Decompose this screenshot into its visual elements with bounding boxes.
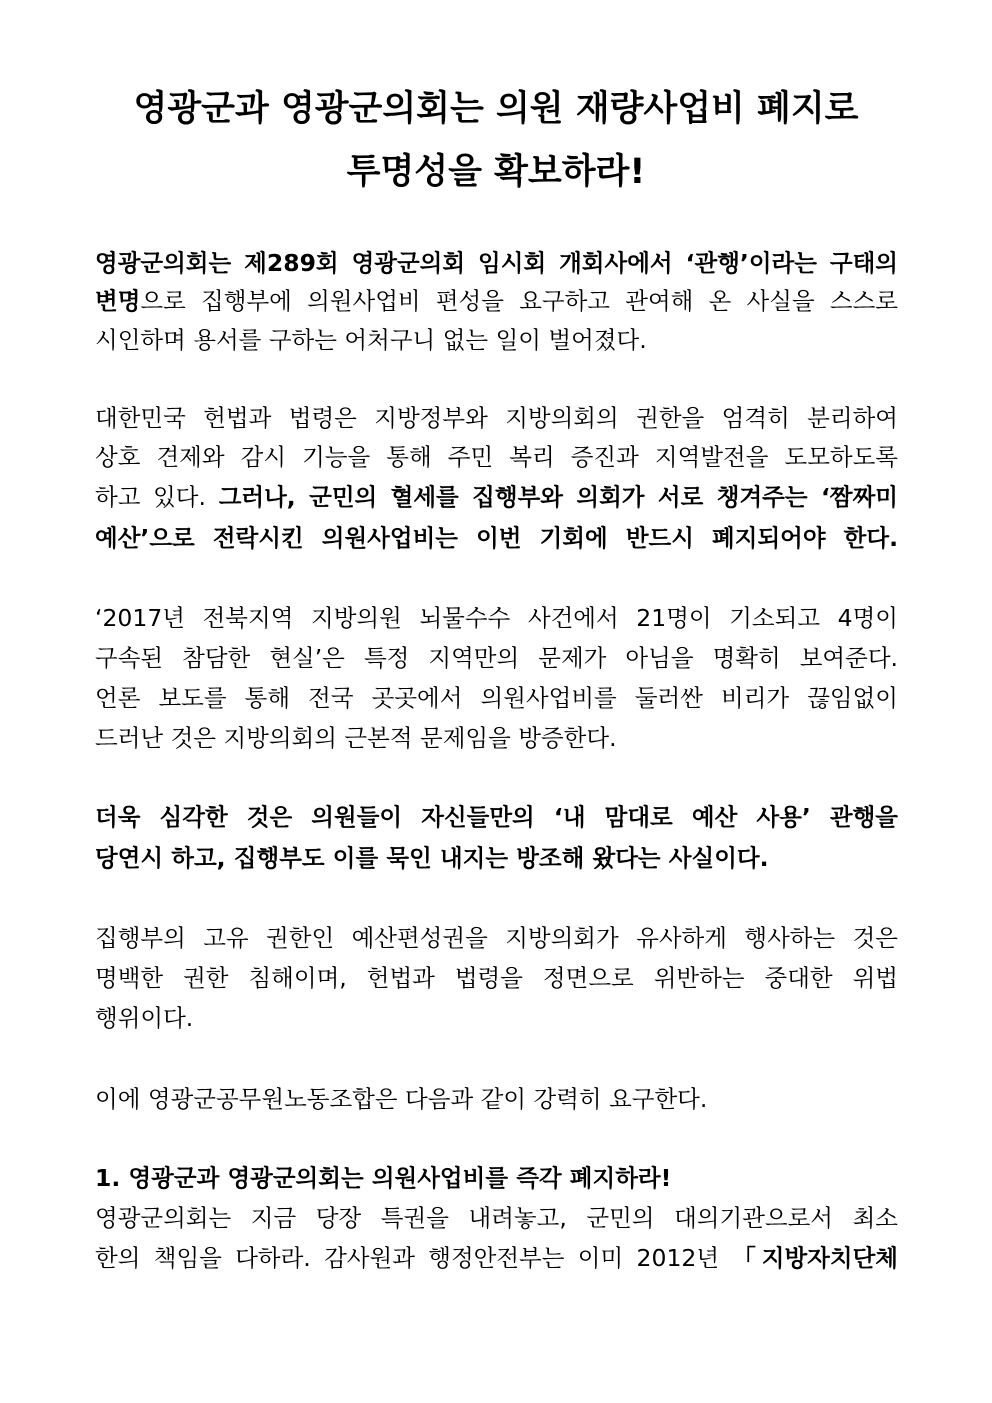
paragraph-6-line-1: 이에 영광군공무원노동조합은 다음과 같이 강력히 요구한다. bbox=[95, 1085, 708, 1113]
paragraph-2-line-2: 상호 견제와 감시 기능을 통해 주민 복리 증진과 지역발전을 도모하도록 bbox=[95, 443, 898, 471]
paragraph-1-line-1: 영광군의회는 제289회 영광군의회 임시회 개회사에서 ‘관행’이라는 구태의 bbox=[95, 249, 898, 277]
paragraph-4-line-2: 당연시 하고, 집행부도 이를 묵인 내지는 방조해 왔다는 사실이다. bbox=[95, 844, 769, 872]
paragraph-1-bold-word: 변명 bbox=[95, 287, 141, 315]
paragraph-2-line-3 bbox=[95, 477, 898, 517]
paragraph-1-line-2-text: 으로 집행부에 의원사업비 편성을 요구하고 관여해 온 사실을 스스로 bbox=[140, 287, 898, 315]
demand-1-line-1: 영광군의회는 지금 당장 특권을 내려놓고, 군민의 대의기관으로서 최소 bbox=[95, 1204, 898, 1232]
paragraph-5-line-2: 명백한 권한 침해이며, 헌법과 법령을 정면으로 위반하는 중대한 위법 bbox=[95, 964, 898, 992]
paragraph-2-line-3-text: 하고 있다. bbox=[95, 483, 219, 511]
paragraph-4-line-1: 더욱 심각한 것은 의원들이 자신들만의 ‘내 맘대로 예산 사용’ 관행을 bbox=[95, 803, 898, 831]
document-title-line-1: 영광군과 영광군의회는 의원 재량사업비 폐지로 bbox=[133, 89, 859, 129]
paragraph-1-line-3: 시인하며 용서를 구하는 어처구니 없는 일이 벌어졌다. bbox=[95, 326, 647, 354]
paragraph-3-line-4: 드러난 것은 지방의회의 근본적 문제임을 방증한다. bbox=[95, 724, 617, 752]
document-title-line-2: 투명성을 확보하라! bbox=[346, 152, 646, 192]
paragraph-2-line-3-bold: 그러나, 군민의 혈세를 집행부와 의회가 서로 챙겨주는 ‘짬짜미 bbox=[218, 483, 898, 511]
paragraph-3-line-3: 언론 보도를 통해 전국 곳곳에서 의원사업비를 둘러싼 비리가 끊임없이 bbox=[95, 684, 898, 712]
demand-1-heading: 1. 영광군과 영광군의회는 의원사업비를 즉각 폐지하라! bbox=[95, 1164, 672, 1192]
paragraph-2-line-4: 예산’으로 전락시킨 의원사업비는 이번 기회에 반드시 폐지되어야 한다. bbox=[95, 524, 898, 552]
demand-1-line-2-bold: 「지방자치단체 bbox=[732, 1244, 898, 1272]
paragraph-1-line-2 bbox=[95, 281, 898, 321]
paragraph-2-line-1: 대한민국 헌법과 법령은 지방정부와 지방의회의 권한을 엄격히 분리하여 bbox=[95, 404, 898, 432]
demand-1-line-2 bbox=[95, 1238, 898, 1278]
paragraph-5-line-3: 행위이다. bbox=[95, 1004, 194, 1032]
paragraph-5-line-1: 집행부의 고유 권한인 예산편성권을 지방의회가 유사하게 행사하는 것은 bbox=[95, 924, 898, 952]
paragraph-3-line-2: 구속된 참담한 현실’은 특정 지역만의 문제가 아님을 명확히 보여준다. bbox=[95, 644, 898, 672]
demand-1-line-2-text: 한의 책임을 다하라. 감사원과 행정안전부는 이미 2012년 bbox=[95, 1244, 733, 1272]
paragraph-3-line-1: ‘2017년 전북지역 지방의원 뇌물수수 사건에서 21명이 기소되고 4명이 bbox=[95, 604, 898, 632]
